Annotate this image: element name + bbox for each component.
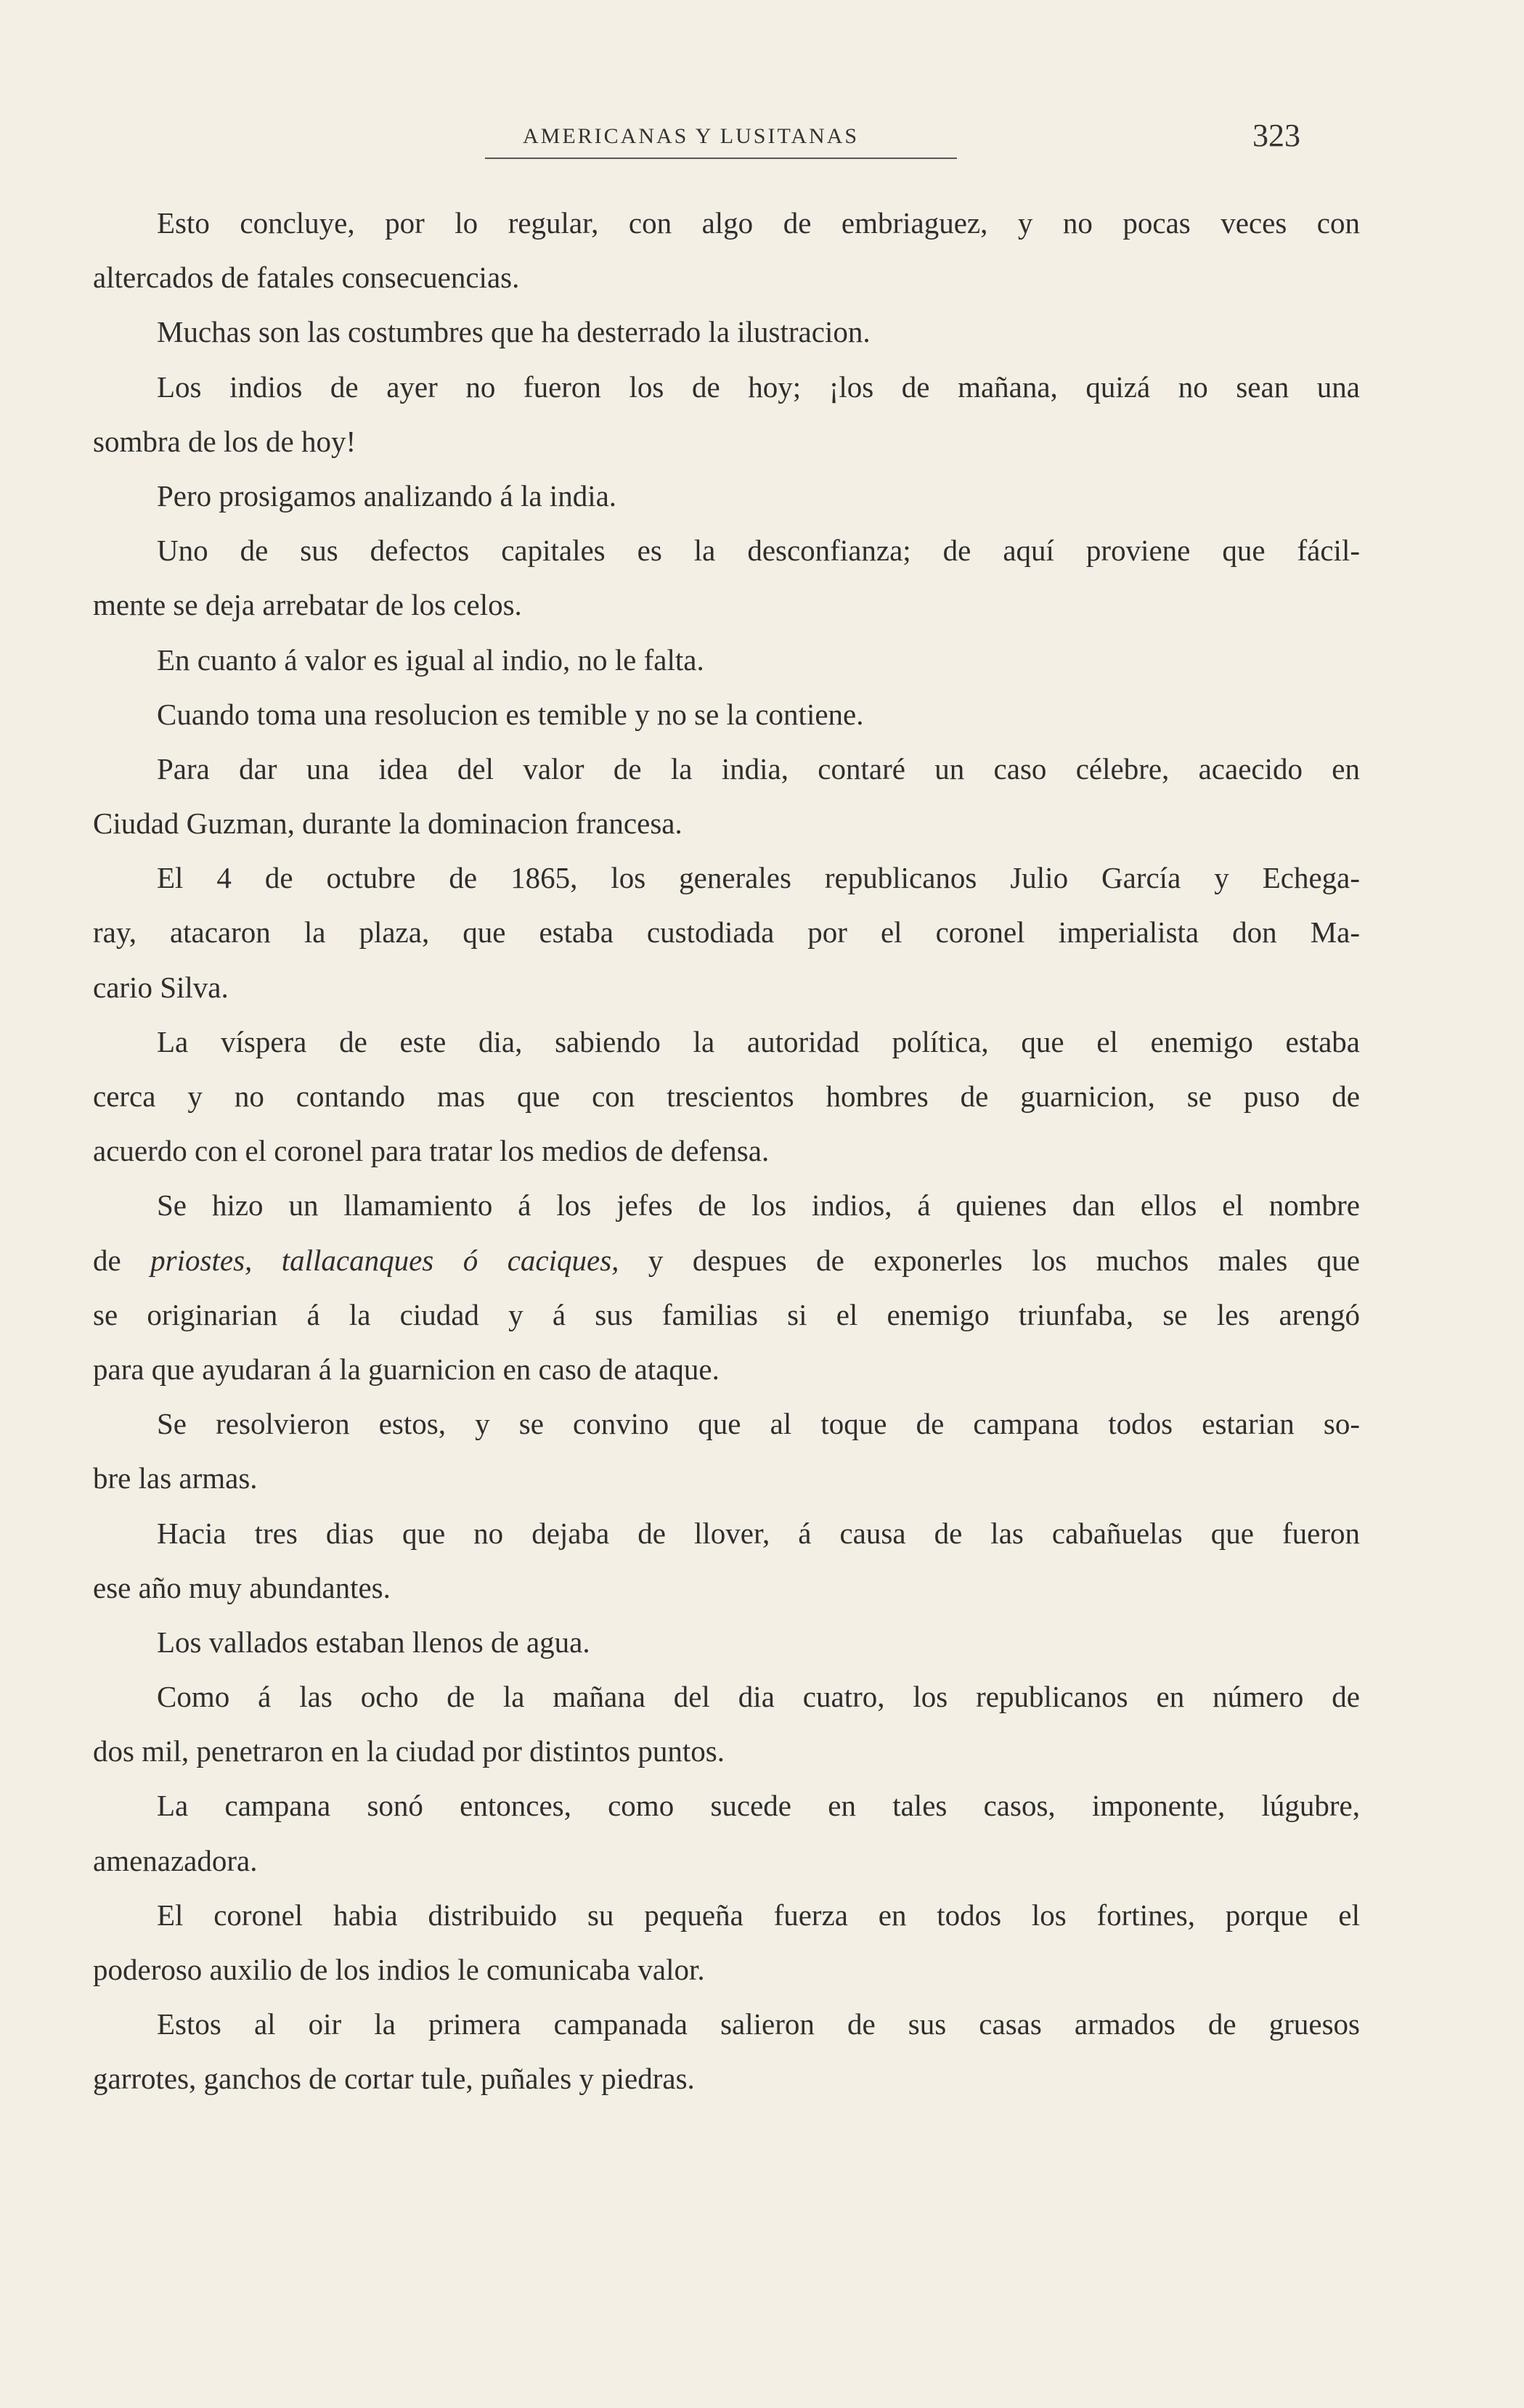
text-line: Ciudad Guzman, durante la dominacion francesa. [93, 807, 682, 841]
text-line: Se resolvieron estos, y se convino que al toque de campana todos estarian so- [157, 1407, 1360, 1441]
text-line: mente se deja arrebatar de los celos. [93, 588, 522, 622]
text-line: Pero prosigamos analizando á la india. [157, 478, 617, 513]
text-line: amenazadora. [93, 1843, 258, 1877]
text-line: para que ayudaran á la guarnicion en caso de ataque. [93, 1352, 720, 1386]
text-line: acuerdo con el coronel para tratar los medios de defensa. [93, 1134, 770, 1168]
text-line: Estos al oir la primera campanada salieron de sus casas armados de gruesos [157, 2007, 1360, 2041]
text-line: Muchas son las costumbres que ha desterrado la ilustracion. [157, 315, 871, 349]
text-line: Se hizo un llamamiento á los jefes de los indios, á quienes dan ellos el nombre [157, 1188, 1360, 1223]
text-line: sombra de los de hoy! [93, 424, 356, 458]
text-line: Esto concluye, por lo regular, con algo de embriaguez, y no pocas veces con [157, 206, 1360, 240]
text-line: La víspera de este dia, sabiendo la autoridad política, que el enemigo estaba [157, 1024, 1360, 1058]
text-line: El 4 de octubre de 1865, los generales republicanos Julio García y Echega- [157, 861, 1360, 895]
text-line: Como á las ocho de la mañana del dia cuatro, los republicanos en número de [157, 1680, 1360, 1714]
text-line: La campana sonó entonces, como sucede en tales casos, imponente, lúgubre, [157, 1789, 1360, 1823]
text-line [93, 1233, 1360, 1288]
text-line: se originarian á la ciudad y á sus familias si el enemigo triunfaba, se les arengó [93, 1297, 1360, 1331]
text-line: cerca y no contando mas que con trescientos hombres de guarnicion, se puso de [93, 1079, 1360, 1113]
italic-terms: priostes, tallacanques ó caciques, [150, 1243, 619, 1277]
header-rule [485, 158, 957, 159]
text-line: El coronel habia distribuido su pequeña fuerza en todos los fortines, porque el [157, 1898, 1360, 1932]
text-line: poderoso auxilio de los indios le comunicaba valor. [93, 1953, 705, 1986]
page-number: 323 [1252, 118, 1300, 153]
running-title: AMERICANAS Y LUSITANAS [523, 124, 860, 148]
text-line: altercados de fatales consecuencias. [93, 261, 520, 295]
text-line: ray, atacaron la plaza, que estaba custodiada por el coronel imperialista don Ma- [93, 915, 1360, 950]
body-text [93, 196, 1360, 2107]
text-line: Hacia tres dias que no dejaba de llover, á causa de las cabañuelas que fueron [157, 1516, 1360, 1550]
text-line: Los indios de ayer no fueron los de hoy; ¡los de mañana, quizá no sean una [157, 370, 1360, 404]
text-line: cario Silva. [93, 970, 229, 1004]
text-line: Para dar una idea del valor de la india, contaré un caso célebre, acaecido en [157, 751, 1360, 785]
text-line: dos mil, penetraron en la ciudad por distintos puntos. [93, 1734, 725, 1768]
text-line: En cuanto á valor es igual al indio, no le falta. [157, 642, 704, 677]
text-line: Los vallados estaban llenos de agua. [157, 1625, 590, 1659]
text-line: Cuando toma una resolucion es temible y no se la contiene. [157, 697, 864, 731]
text-line: garrotes, ganchos de cortar tule, puñales y piedras. [93, 2062, 695, 2096]
text-line: Uno de sus defectos capitales es la desconfianza; de aquí proviene que fácil- [157, 534, 1360, 568]
text-line: bre las armas. [93, 1461, 258, 1495]
text-run: y despues de exponerles los muchos males que [619, 1243, 1360, 1277]
text-run: de [93, 1243, 151, 1277]
running-header [0, 120, 1524, 163]
text-line: ese año muy abundantes. [93, 1570, 391, 1604]
